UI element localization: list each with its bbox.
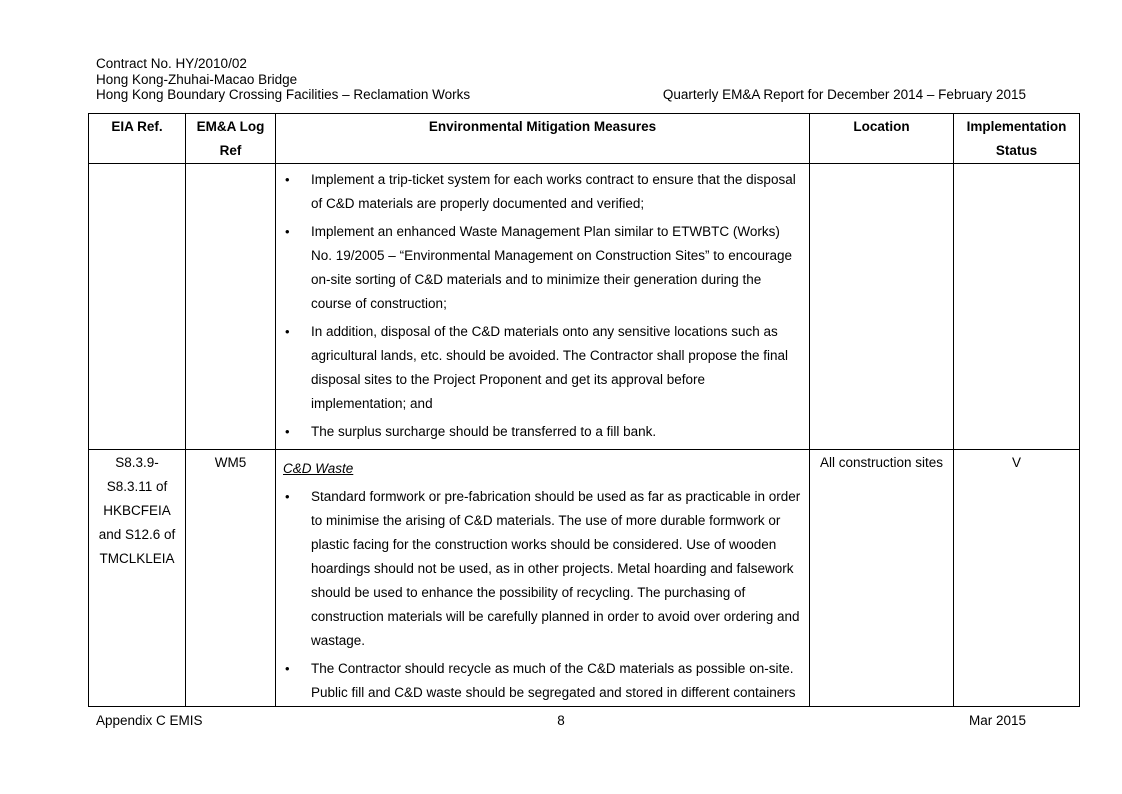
log-ref-cell: WM5 bbox=[186, 450, 276, 707]
footer-appendix: Appendix C EMIS bbox=[96, 713, 203, 728]
col-header-eia-ref: EIA Ref. bbox=[89, 114, 186, 164]
measure-bullet: • Implement an enhanced Waste Management Plan similar to ETWBTC (Works) No. 19/2005 – “Environmental Management on Construction Sites” to encourage on-site sorting of C&D materials and to minimize their generation during the course of construction; bbox=[283, 220, 801, 316]
col-header-status: Implementation Status bbox=[954, 114, 1080, 164]
location-cell bbox=[810, 164, 954, 450]
measure-bullet: • In addition, disposal of the C&D materials onto any sensitive locations such as agricultural lands, etc. should be avoided. The Contractor shall propose the final disposal sites to the Project Proponent and get its approval before implementation; and bbox=[283, 320, 801, 416]
col-header-location: Location bbox=[810, 114, 954, 164]
measure-heading: C&D Waste bbox=[283, 461, 354, 476]
table-header-row bbox=[89, 114, 1080, 164]
eia-ref-cell bbox=[89, 164, 186, 450]
measures-cell bbox=[276, 164, 810, 450]
measures-cell bbox=[276, 450, 810, 707]
emis-table bbox=[88, 113, 1080, 707]
page-header bbox=[96, 56, 1026, 103]
page-number: 8 bbox=[557, 713, 565, 728]
contract-number: Contract No. HY/2010/02 bbox=[96, 56, 247, 71]
report-title: Quarterly EM&A Report for December 2014 – February 2015 bbox=[662, 87, 1026, 102]
col-header-ema-log-ref: EM&A Log Ref bbox=[186, 114, 276, 164]
measure-bullet: • Implement a trip-ticket system for each works contract to ensure that the disposal of C&D materials are properly documented and verified; bbox=[283, 168, 801, 216]
footer-date: Mar 2015 bbox=[968, 713, 1026, 728]
col-header-measures: Environmental Mitigation Measures bbox=[276, 114, 810, 164]
status-cell: V bbox=[954, 450, 1080, 707]
project-name: Hong Kong-Zhuhai-Macao Bridge bbox=[96, 71, 298, 87]
measure-bullet: • Standard formwork or pre-fabrication should be used as far as practicable in order to minimise the arising of C&D materials. The use of more durable formwork or plastic facing for the construction works should be considered. Use of wooden hoardings should not be used, as in other projects. Metal hoarding and falsework should be used to enhance the possibility of recycling. The purchasing of construction materials will be carefully planned in order to avoid over ordering and wastage. bbox=[283, 485, 801, 653]
eia-ref-cell: S8.3.9-S8.3.11 of HKBCFEIA and S12.6 of TMCLKLEIA bbox=[89, 450, 186, 707]
measure-bullet: • The surplus surcharge should be transferred to a fill bank. bbox=[283, 420, 801, 444]
table-row bbox=[89, 450, 1080, 707]
log-ref-cell bbox=[186, 164, 276, 450]
status-cell bbox=[954, 164, 1080, 450]
table-row bbox=[89, 164, 1080, 450]
location-cell: All construction sites bbox=[810, 450, 954, 707]
facility-name: Hong Kong Boundary Crossing Facilities – Reclamation Works bbox=[96, 87, 471, 102]
measure-bullet: • The Contractor should recycle as much of the C&D materials as possible on-site. Public fill and C&D waste should be segregated and stored in different containers bbox=[283, 657, 801, 702]
